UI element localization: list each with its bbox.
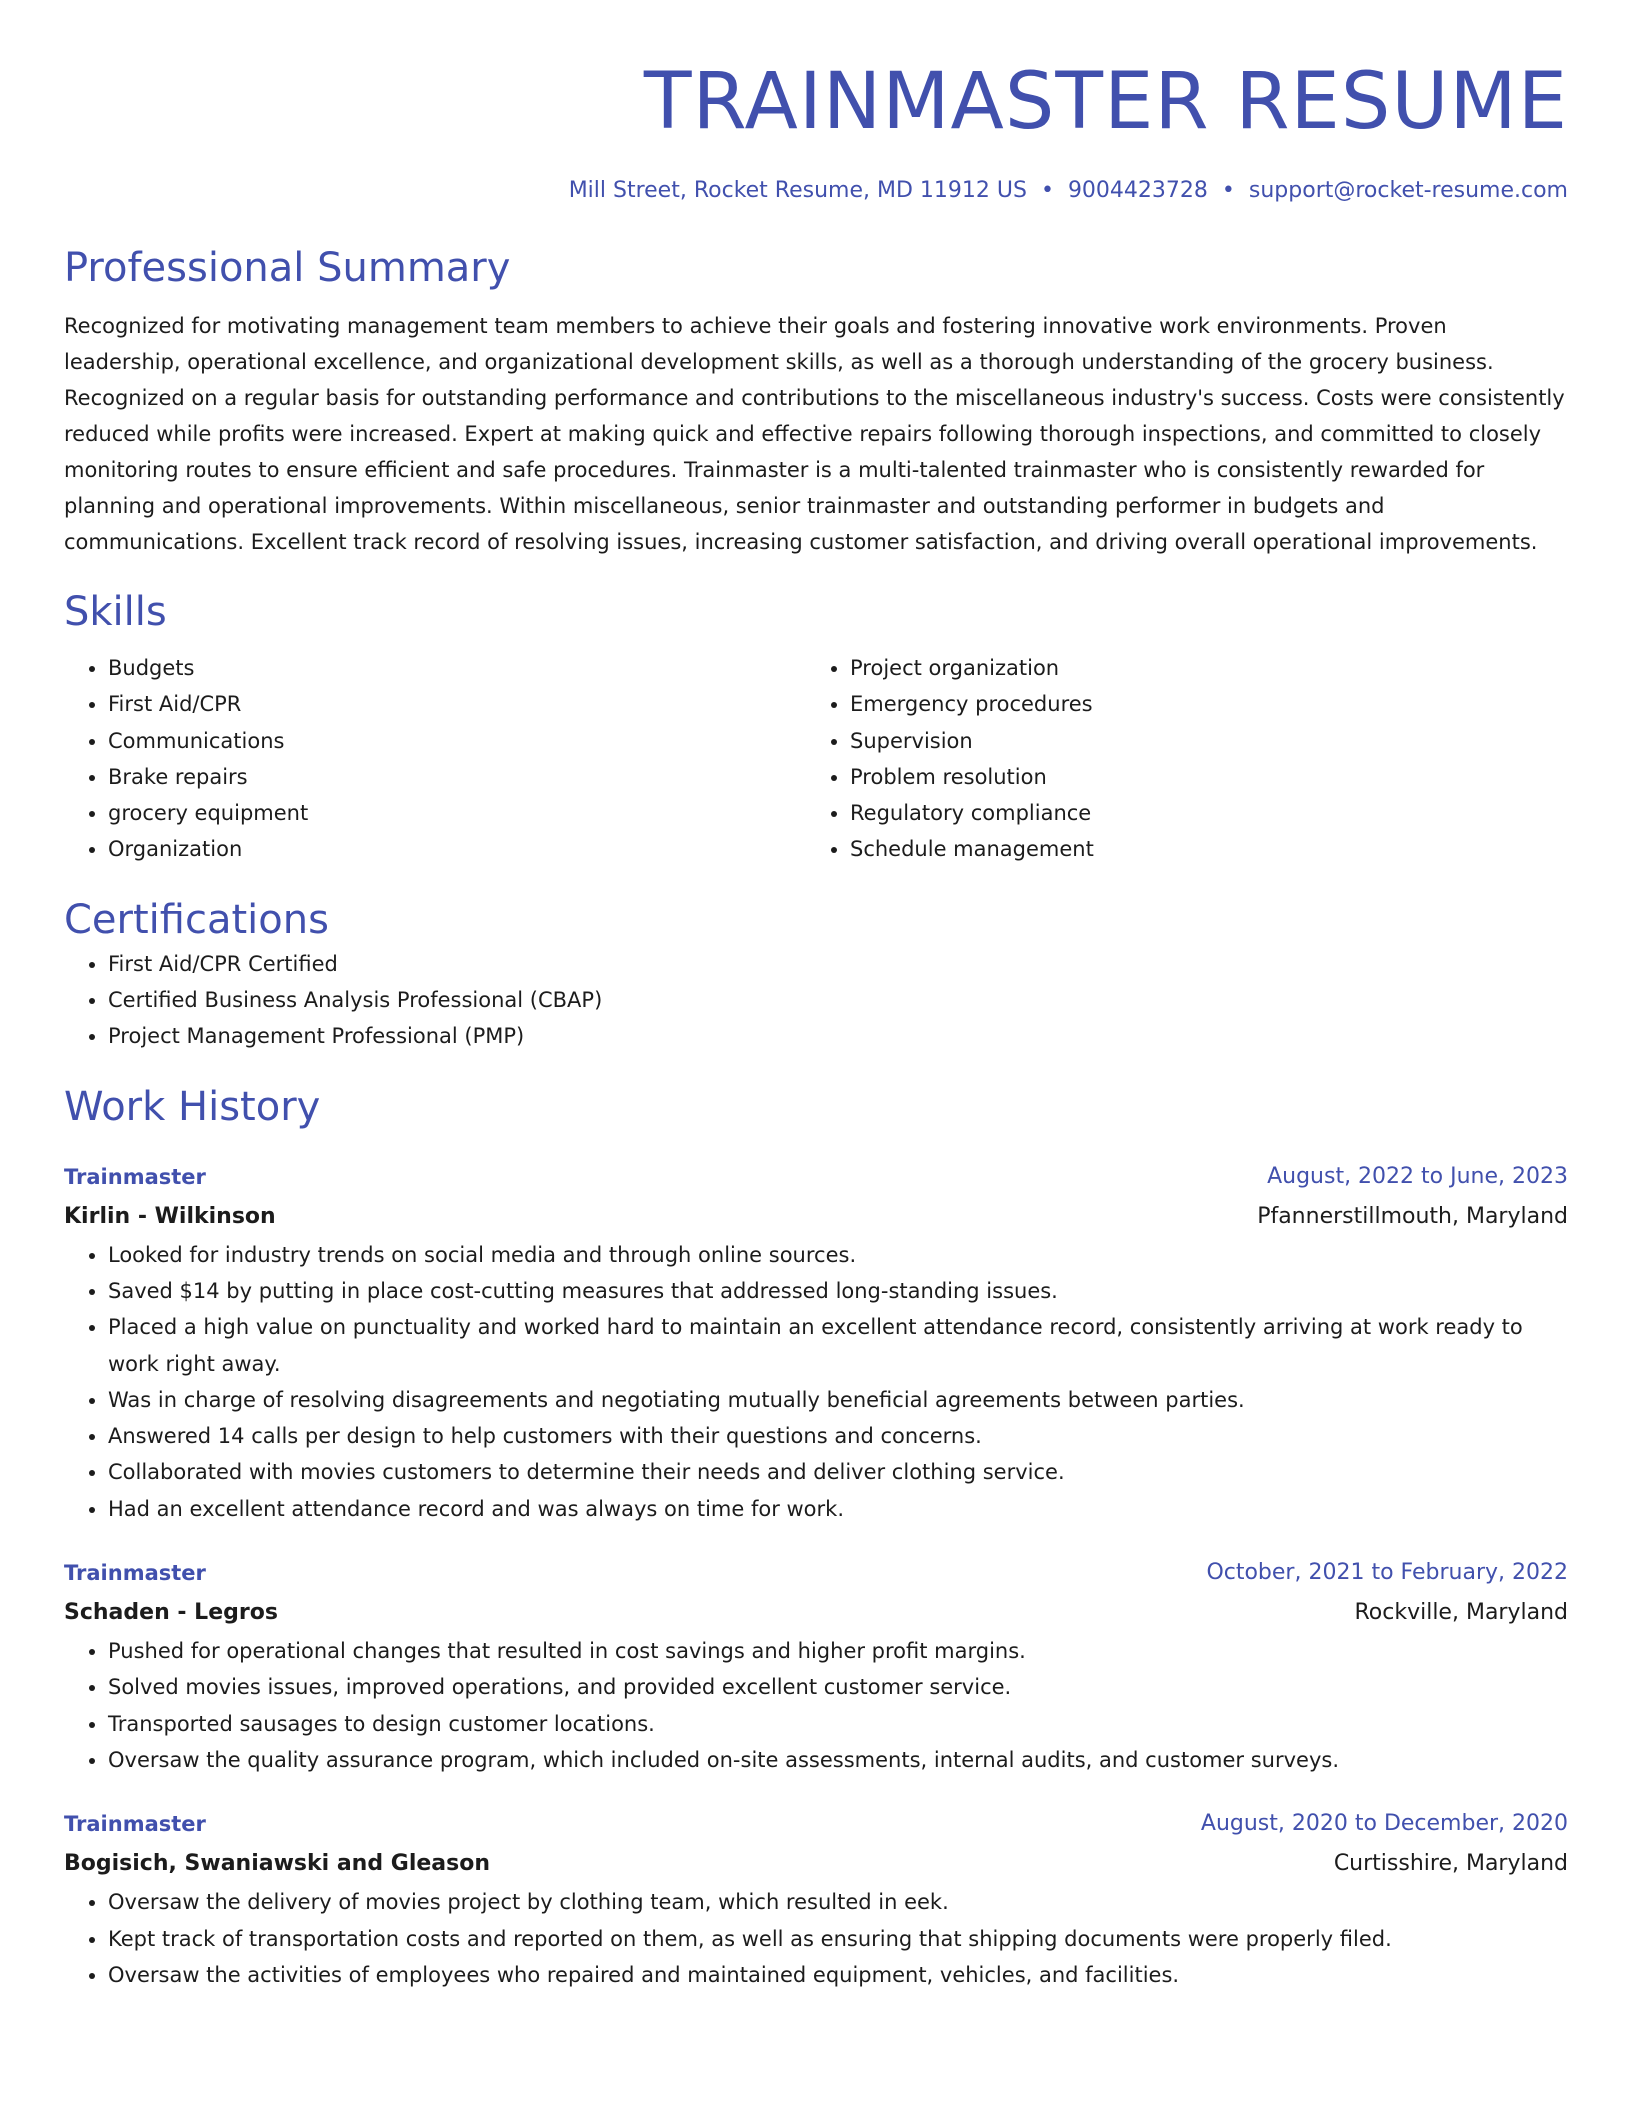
work-history-section — [64, 1081, 1568, 1993]
skill-item: • Project organization — [850, 650, 1548, 686]
job-entry — [64, 1804, 1568, 1993]
job-company-row — [64, 1197, 1568, 1237]
job-bullet: • Saved $14 by putting in place cost-cutting measures that addressed long-standing issues. — [108, 1273, 1568, 1309]
job-bullet: • Solved movies issues, improved operations, and provided excellent customer service. — [108, 1669, 1568, 1705]
job-title: Trainmaster — [64, 1164, 206, 1189]
job-entry — [64, 1553, 1568, 1778]
certification-item: • First Aid/CPR Certified — [108, 946, 1568, 982]
job-dates: August, 2022 to June, 2023 — [1267, 1163, 1568, 1189]
skill-item: • Communications — [108, 723, 806, 759]
job-entry — [64, 1157, 1568, 1527]
contact-email: support@rocket-resume.com — [1248, 178, 1568, 203]
job-bullet: • Collaborated with movies customers to determine their needs and deliver clothing service. — [108, 1454, 1568, 1490]
skills-column-right — [806, 650, 1548, 868]
job-bullet: • Placed a high value on punctuality and worked hard to maintain an excellent attendance record, consistently arriving at work ready to work right away. — [108, 1309, 1568, 1382]
certification-item: • Project Management Professional (PMP) — [108, 1018, 1568, 1054]
job-title-row — [64, 1157, 1568, 1197]
job-bullets — [64, 1633, 1568, 1778]
skill-item: • Organization — [108, 831, 806, 867]
job-bullet: • Oversaw the delivery of movies project by clothing team, which resulted in eek. — [108, 1884, 1568, 1920]
skill-item: • Regulatory compliance — [850, 795, 1548, 831]
job-bullet: • Oversaw the activities of employees who repaired and maintained equipment, vehicles, and facilities. — [108, 1957, 1568, 1993]
job-company-row — [64, 1593, 1568, 1633]
summary-text: Recognized for motivating management team members to achieve their goals and fostering innovative work environments. Proven leadership, operational excellence, and organizational development skills, as well as a thorough understanding of the grocery business. Recognized on a regular basis for outstanding performance and contributions to the miscellaneous industry's success. Costs were consistently reduced while profits were increased. Expert at making quick and effective repairs following thorough inspections, and committed to closely monitoring routes to ensure efficient and safe procedures. Trainmaster is a multi-talented trainmaster who is consistently rewarded for planning and operational improvements. Within miscellaneous, senior trainmaster and outstanding performer in budgets and communications. Excellent track record of resolving issues, increasing customer satisfaction, and driving overall operational improvements. — [64, 314, 1565, 554]
job-company: Schaden - Legros — [64, 1600, 278, 1626]
skills-section — [64, 586, 1568, 868]
skill-item: • grocery equipment — [108, 795, 806, 831]
job-title: Trainmaster — [64, 1812, 206, 1837]
job-bullet: • Transported sausages to design customer locations. — [108, 1706, 1568, 1742]
skill-item: • Problem resolution — [850, 759, 1548, 795]
summary-section — [64, 242, 1568, 560]
work-history-heading: Work History — [64, 1083, 321, 1130]
job-bullet: • Looked for industry trends on social media and through online sources. — [108, 1237, 1568, 1273]
skill-item: • Supervision — [850, 723, 1548, 759]
skill-item: • Budgets — [108, 650, 806, 686]
resume-name: TRAINMASTER RESUME — [643, 57, 1568, 147]
skills-column-left — [64, 650, 806, 868]
job-bullet: • Answered 14 calls per design to help customers with their questions and concerns. — [108, 1418, 1568, 1454]
job-location: Curtisshire, Maryland — [1333, 1851, 1568, 1877]
contact-separator: • — [1221, 178, 1235, 203]
job-title: Trainmaster — [64, 1561, 206, 1586]
summary-heading: Professional Summary — [64, 245, 511, 291]
skills-heading: Skills — [64, 589, 167, 635]
job-dates: August, 2020 to December, 2020 — [1200, 1811, 1568, 1837]
contact-line — [64, 176, 1568, 206]
skills-list-left — [64, 650, 806, 868]
job-title-row — [64, 1553, 1568, 1593]
job-title-row — [64, 1804, 1568, 1844]
skill-item: • First Aid/CPR — [108, 686, 806, 722]
contact-address: Mill Street, Rocket Resume, MD 11912 US — [568, 178, 1027, 203]
contact-separator: • — [1040, 178, 1054, 203]
certifications-list — [64, 946, 1568, 1055]
job-bullets — [64, 1237, 1568, 1527]
certifications-heading: Certifications — [64, 896, 329, 943]
job-bullet: • Was in charge of resolving disagreements and negotiating mutually beneficial agreements between parties. — [108, 1382, 1568, 1418]
contact-phone: 9004423728 — [1067, 178, 1208, 203]
job-bullet: • Had an excellent attendance record and was always on time for work. — [108, 1491, 1568, 1527]
job-bullet: • Oversaw the quality assurance program, which included on-site assessments, internal audits, and customer surveys. — [108, 1742, 1568, 1778]
job-company: Kirlin - Wilkinson — [64, 1203, 276, 1229]
certification-item: • Certified Business Analysis Professional (CBAP) — [108, 982, 1568, 1018]
skill-item: • Emergency procedures — [850, 686, 1548, 722]
skill-item: • Brake repairs — [108, 759, 806, 795]
job-company: Bogisich, Swaniawski and Gleason — [64, 1851, 490, 1877]
job-location: Pfannerstillmouth, Maryland — [1257, 1203, 1568, 1229]
skills-list-right — [806, 650, 1548, 868]
job-bullet: • Pushed for operational changes that resulted in cost savings and higher profit margins. — [108, 1633, 1568, 1669]
job-bullets — [64, 1884, 1568, 1993]
job-bullet: • Kept track of transportation costs and reported on them, as well as ensuring that shipping documents were properly filed. — [108, 1921, 1568, 1957]
certifications-section — [64, 894, 1568, 1055]
job-company-row — [64, 1844, 1568, 1884]
job-location: Rockville, Maryland — [1354, 1600, 1568, 1626]
skill-item: • Schedule management — [850, 831, 1548, 867]
job-dates: October, 2021 to February, 2022 — [1206, 1560, 1568, 1586]
skills-columns — [64, 650, 1568, 868]
